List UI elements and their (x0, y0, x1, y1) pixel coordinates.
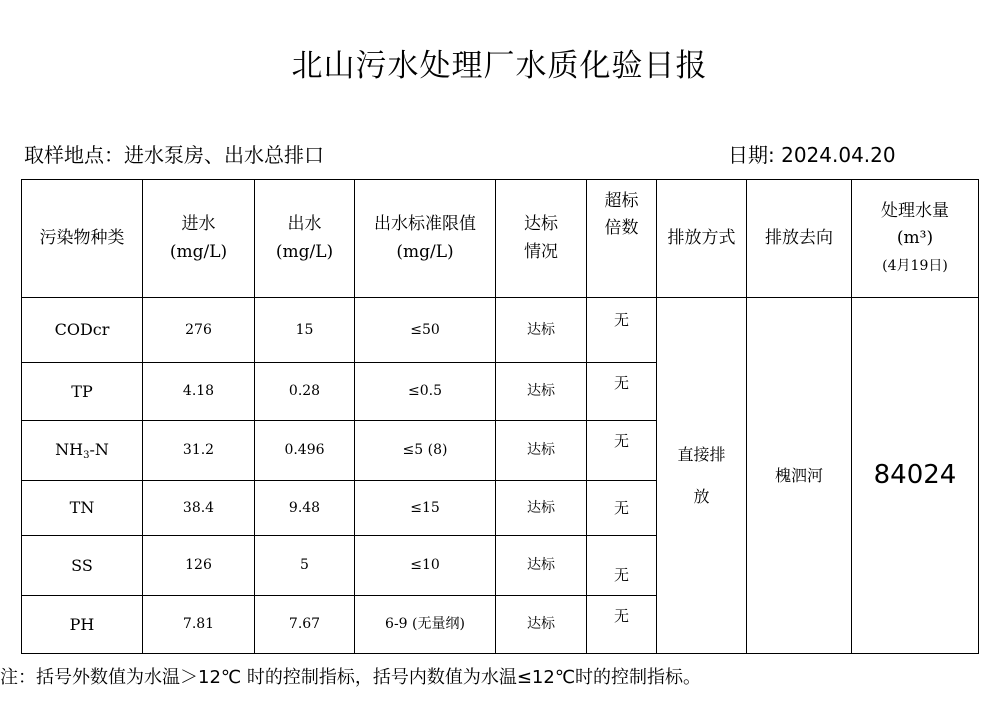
header-destination: 排放去向 (747, 180, 852, 298)
effluent-value: 0.496 (255, 421, 355, 481)
report-date: 日期: 2024.04.20 (728, 143, 896, 167)
header-row (22, 180, 979, 298)
influent-value: 7.81 (143, 596, 255, 654)
effluent-value: 9.48 (255, 481, 355, 536)
compliance-status: 达标 (496, 536, 587, 596)
pollutant-name: SS (22, 536, 143, 596)
limit-value: ≤15 (355, 481, 496, 536)
treated-volume: 84024 (852, 298, 979, 654)
exceed-multiple: 无 (587, 421, 657, 481)
influent-value: 38.4 (143, 481, 255, 536)
influent-value: 31.2 (143, 421, 255, 481)
water-quality-table (21, 179, 979, 654)
exceed-multiple: 无 (587, 298, 657, 363)
header-pollutant: 污染物种类 (22, 180, 143, 298)
pollutant-name: PH (22, 596, 143, 654)
effluent-value: 15 (255, 298, 355, 363)
limit-value: ≤0.5 (355, 363, 496, 421)
limit-value: ≤50 (355, 298, 496, 363)
header-volume: 处理水量 (m³) (4月19日) (852, 180, 979, 298)
discharge-destination: 槐泗河 (747, 298, 852, 654)
footnote: 注：括号外数值为水温＞12℃ 时的控制指标，括号内数值为水温≤12℃时的控制指标。 (0, 667, 702, 688)
exceed-multiple: 无 (587, 363, 657, 421)
report-title: 北山污水处理厂水质化验日报 (291, 48, 708, 84)
header-compliance: 达标情况 (496, 180, 587, 298)
discharge-mode: 直接排放 (657, 298, 747, 654)
effluent-value: 7.67 (255, 596, 355, 654)
table-row (22, 298, 979, 363)
effluent-value: 5 (255, 536, 355, 596)
compliance-status: 达标 (496, 363, 587, 421)
pollutant-name: $NH_3-N$ (22, 421, 143, 481)
exceed-multiple: 无 (587, 536, 657, 596)
header-discharge-mode: 排放方式 (657, 180, 747, 298)
exceed-multiple: 无 (587, 481, 657, 536)
header-limit: 出水标准限值 (mg/L) (355, 180, 496, 298)
influent-value: 126 (143, 536, 255, 596)
limit-value: ≤10 (355, 536, 496, 596)
compliance-status: 达标 (496, 298, 587, 363)
pollutant-name: CODcr (22, 298, 143, 363)
compliance-status: 达标 (496, 421, 587, 481)
header-exceed: 超标倍数 (587, 180, 657, 298)
influent-value: 276 (143, 298, 255, 363)
header-influent: 进水 (mg/L) (143, 180, 255, 298)
header-effluent: 出水 (mg/L) (255, 180, 355, 298)
sampling-location: 取样地点：进水泵房、出水总排口 (24, 143, 324, 167)
exceed-multiple: 无 (587, 596, 657, 654)
limit-value: ≤5 (8) (355, 421, 496, 481)
compliance-status: 达标 (496, 596, 587, 654)
influent-value: 4.18 (143, 363, 255, 421)
compliance-status: 达标 (496, 481, 587, 536)
effluent-value: 0.28 (255, 363, 355, 421)
pollutant-name: TP (22, 363, 143, 421)
limit-value: 6-9 (无量纲) (355, 596, 496, 654)
pollutant-name: TN (22, 481, 143, 536)
